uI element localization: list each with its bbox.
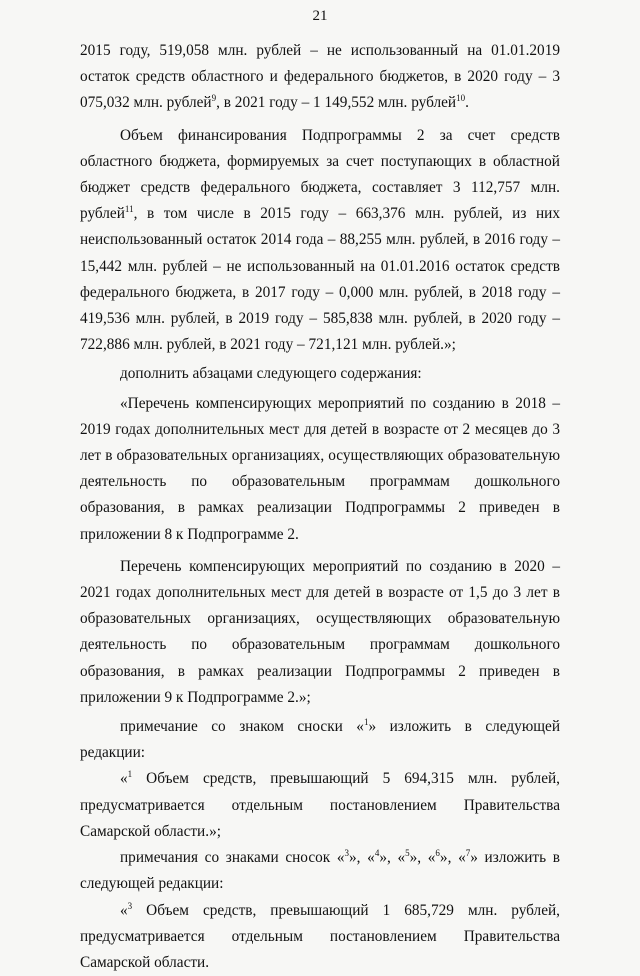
text-span: », « [379, 849, 405, 866]
text-span: , в том числе в 2015 году – 663,376 млн. рублей, из них неиспользованный остаток 2014 года – 88,255 млн. рублей, в 2016 году – 15,442 млн. рублей – не использованный на 01.01.2016 остаток средств федерального бюджета, в 2017 году – 0,000 млн. рублей, в 2018 году – 419,536 млн. рублей, в 2019 году – 585,838 млн. рублей, в 2020 году – 722,886 млн. рублей, в 2021 году – 721,121 млн. рублей.»; [80, 205, 560, 353]
text-span: . [465, 94, 469, 111]
footnote-ref: 9 [212, 93, 217, 103]
paragraph-note1-text [80, 766, 560, 845]
text-span: » изложить в следующей редакции: [80, 849, 560, 892]
footnote-ref: 10 [456, 93, 465, 103]
footnote-ref: 1 [364, 717, 369, 727]
footnote-ref: 7 [466, 848, 471, 858]
footnote-ref: 6 [435, 848, 440, 858]
footnote-ref: 5 [405, 848, 410, 858]
text-span: Объем средств, превышающий 5 694,315 млн. рублей, предусматривается отдельным постановлением Правительства Самарской области.»; [80, 770, 560, 839]
text-span: 2015 году, 519,058 млн. рублей – не использованный на 01.01.2019 остаток средств областного и федерального бюджетов, в 2020 году – 3 075,032 млн. рублей [80, 42, 560, 111]
footnote-ref: 11 [125, 204, 134, 214]
document-body [80, 38, 560, 976]
paragraph-instruction-add: дополнить абзацами следующего содержания: [80, 361, 560, 387]
paragraph-instruction-notes [80, 845, 560, 897]
text-span: Объем средств, превышающий 1 685,729 млн. рублей, предусматривается отдельным постановлением Правительства Самарской области. [80, 902, 560, 971]
text-span: « [120, 902, 128, 919]
footnote-ref: 1 [128, 769, 133, 779]
paragraph-measures-2018: «Перечень компенсирующих мероприятий по созданию в 2018 – 2019 годах дополнительных мест для детей в возрасте от 2 месяцев до 3 лет в образовательных организациях, осуществляющих образовательную деятельность по образовательным программам дошкольного образования, в рамках реализации Подпрограммы 2 приведен в приложении 8 к Подпрограмме 2. [80, 391, 560, 548]
text-span: », « [440, 849, 466, 866]
footnote-ref: 3 [128, 901, 133, 911]
paragraph-measures-2020: Перечень компенсирующих мероприятий по созданию в 2020 – 2021 годах дополнительных мест для детей в возрасте от 1,5 до 3 лет в образовательных организациях, осуществляющих образовательную деятельность по образовательным программам дошкольного образования, в рамках реализации Подпрограммы 2 приведен в приложении 9 к Подпрограмме 2.»; [80, 554, 560, 711]
text-span: примечания со знаками сносок « [120, 849, 345, 866]
paragraph-note3-text [80, 898, 560, 976]
text-span: », « [349, 849, 375, 866]
paragraph-funding-continuation [80, 38, 560, 117]
text-span: примечание со знаком сноски « [120, 718, 364, 735]
page-number: 21 [0, 8, 640, 25]
text-span: , в 2021 году – 1 149,552 млн. рублей [216, 94, 456, 111]
paragraph-instruction-note1 [80, 714, 560, 766]
paragraph-subprogram-funding [80, 123, 560, 359]
text-span: » изложить в следующей редакции: [80, 718, 560, 761]
footnote-ref: 3 [345, 848, 350, 858]
text-span: », « [410, 849, 436, 866]
text-span: « [120, 770, 128, 787]
text-span: Объем финансирования Подпрограммы 2 за счет средств областного бюджета, формируемых за счет поступающих в областной бюджет средств федерального бюджета, составляет 3 112,757 млн. рублей [80, 127, 560, 223]
footnote-ref: 4 [375, 848, 380, 858]
